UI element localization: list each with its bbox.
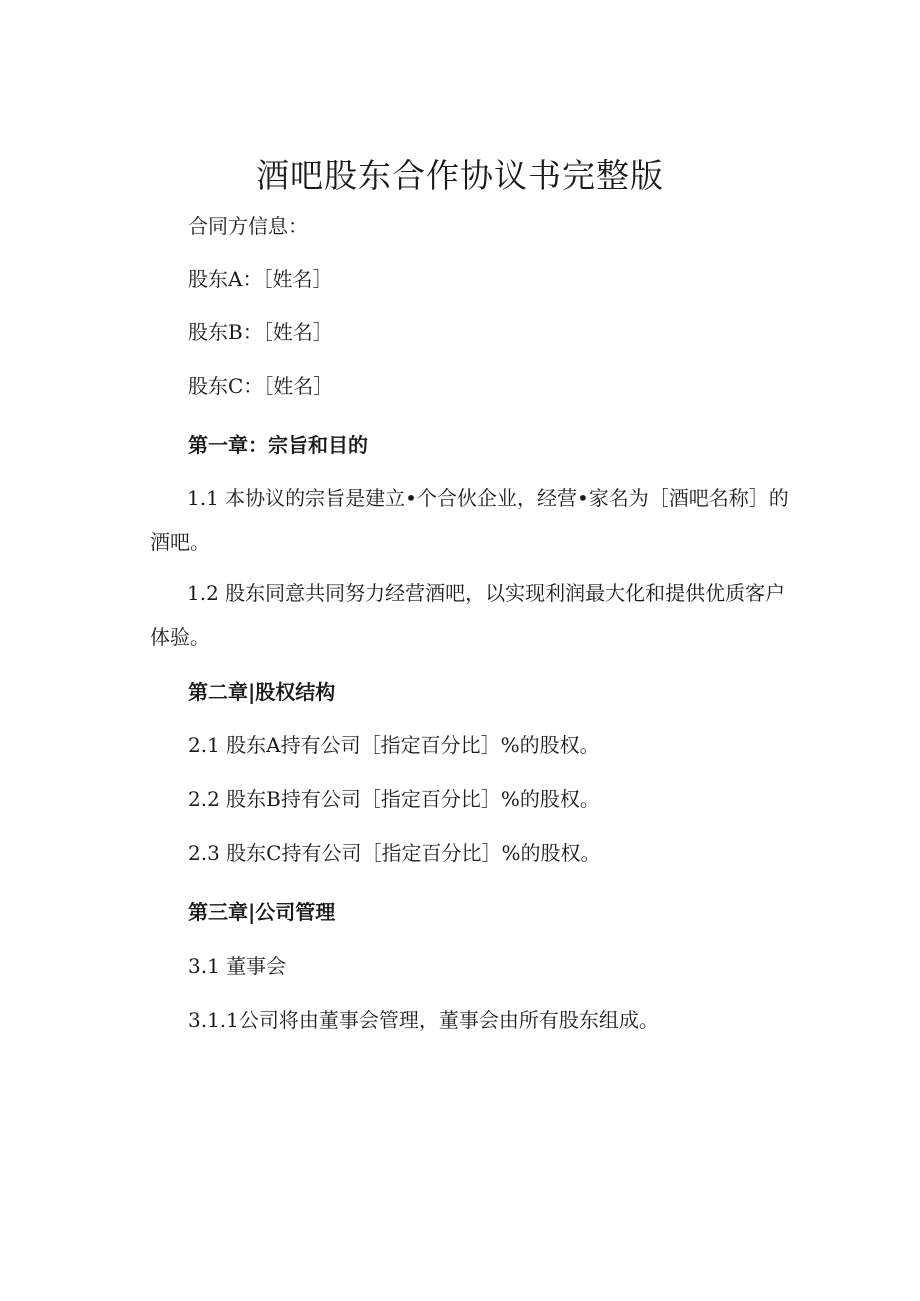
clause-2-1: 2.1 股东A持有公司［指定百分比］%的股权。	[188, 733, 600, 757]
shareholder-b-line: 股东B：［姓名］	[188, 320, 333, 344]
chapter-2-heading: 第二章|股权结构	[188, 680, 336, 704]
chapter-1-heading: 第一章：宗旨和目的	[188, 433, 368, 457]
clause-2-3: 2.3 股东C持有公司［指定百分比］%的股权。	[188, 841, 601, 865]
clause-1-2: 1.2 股东同意共同努力经营酒吧，以实现利润最大化和提供优质客户体验。	[150, 581, 786, 649]
clause-3-1-1: 3.1.1公司将由董事会管理，董事会由所有股东组成。	[188, 1008, 659, 1032]
shareholder-a-line: 股东A：［姓名］	[188, 267, 333, 291]
chapter-3-heading: 第三章|公司管理	[188, 900, 336, 924]
section-3-1: 3.1 董事会	[188, 954, 287, 978]
party-info-label: 合同方信息：	[188, 214, 308, 238]
shareholder-c-line: 股东C：［姓名］	[188, 374, 334, 398]
clause-2-2: 2.2 股东B持有公司［指定百分比］%的股权。	[188, 787, 600, 811]
document-title: 酒吧股东合作协议书完整版	[256, 156, 664, 195]
clause-1-1: 1.1 本协议的宗旨是建立•个合伙企业，经营•家名为［酒吧名称］的酒吧。	[150, 486, 789, 554]
